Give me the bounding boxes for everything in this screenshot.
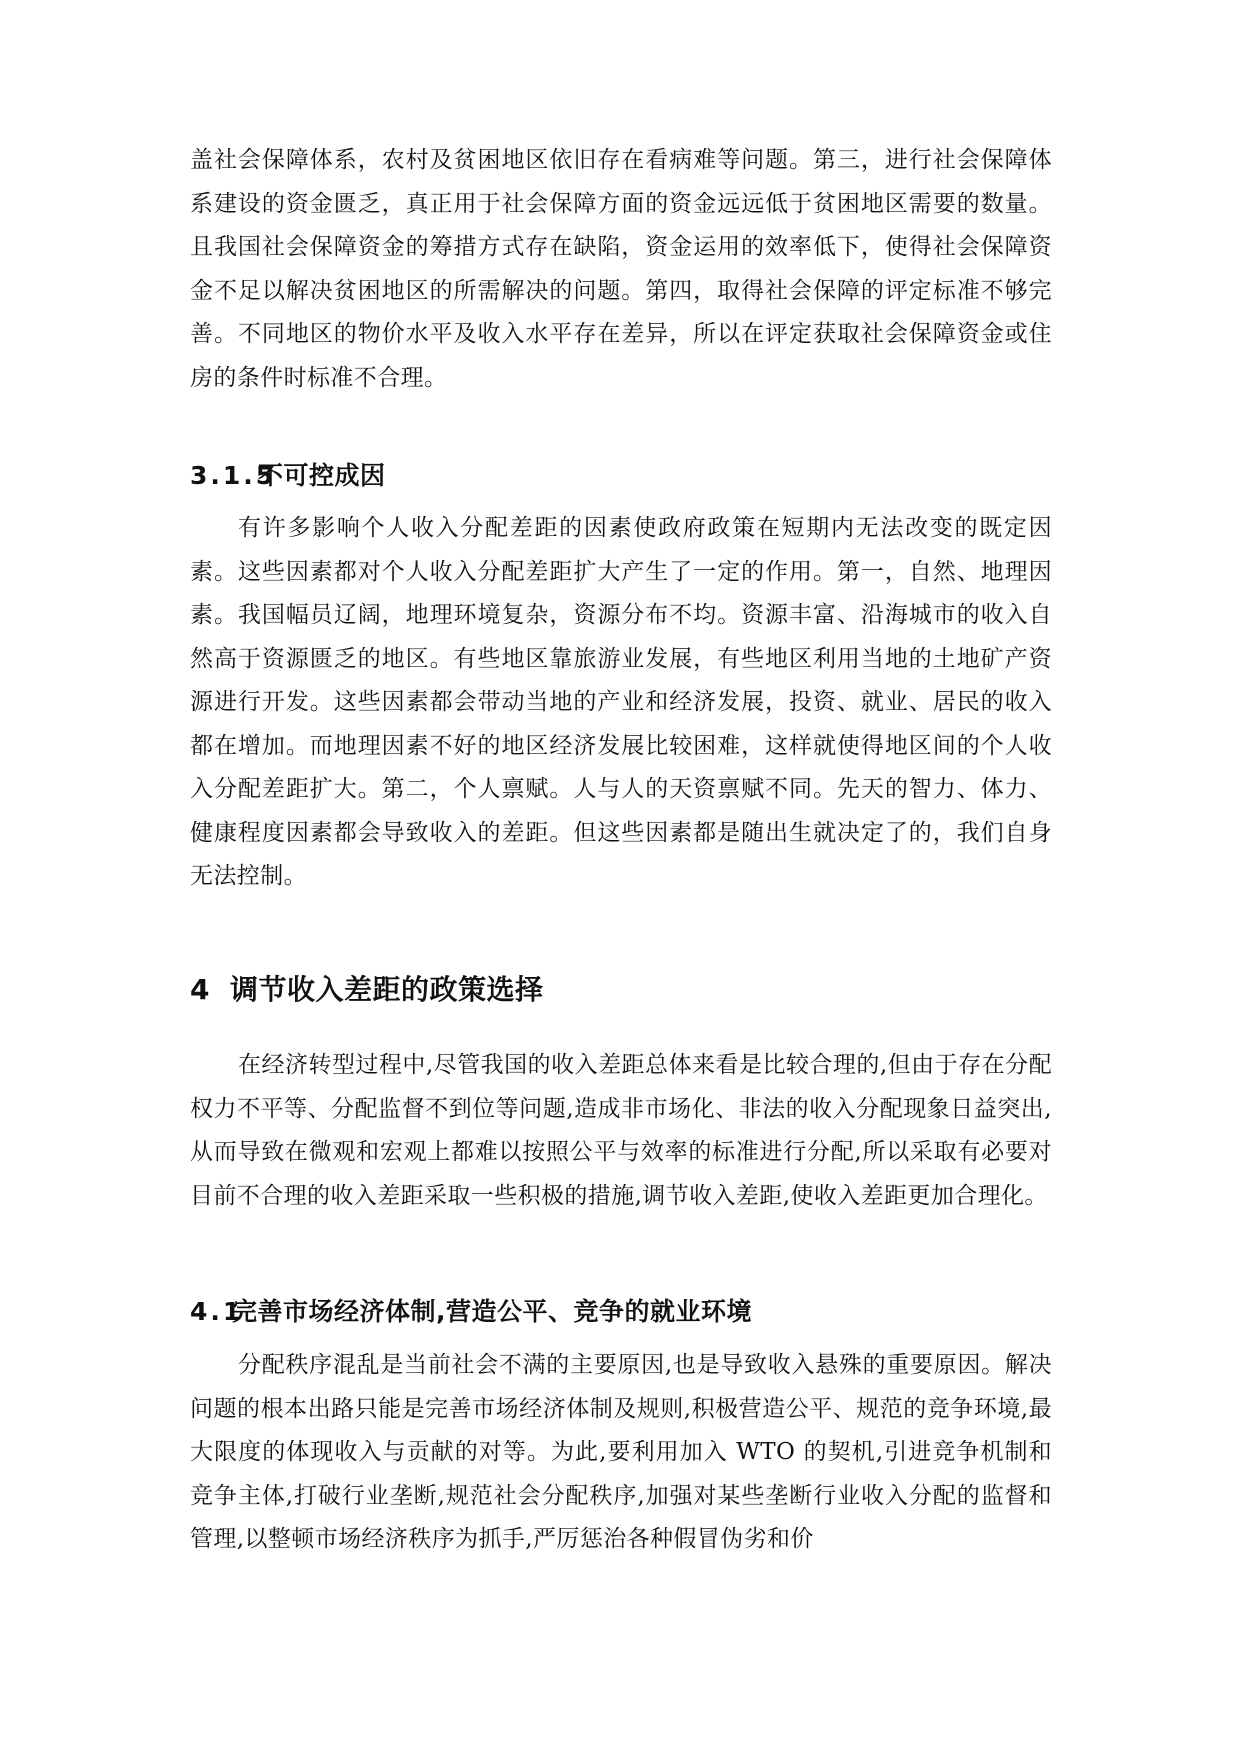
paragraph-text: 有许多影响个人收入分配差距的因素使政府政策在短期内无法改变的既定因素。这些因素都对个人收入分配差距扩大产生了一定的作用。第一，自然、地理因素。我国幅员辽阔，地理环境复杂，资源分布不均。资源丰富、沿海城市的收入自然高于资源匮乏的地区。有些地区靠旅游业发展，有些地区利用当地的土地矿产资源进行开发。这些因素都会带动当地的产业和经济发展，投资、就业、居民的收入都在增加。而地理因素不好的地区经济发展比较困难，这样就使得地区间的个人收入分配差距扩大。第二，个人禀赋。人与人的天资禀赋不同。先天的智力、体力、健康程度因素都会导致收入的差距。但这些因素都是随出生就决定了的，我们自身无法控制。 <box>190 515 1052 889</box>
chapter-number: 4 <box>190 973 210 1006</box>
section-number: 4.1 <box>190 1297 244 1326</box>
section-number: 3.1.5 <box>190 461 277 490</box>
section-title: 完善市场经济体制,营造公平、竞争的就业环境 <box>232 1297 752 1326</box>
paragraph-social-security <box>190 139 1052 400</box>
paragraph-policy-intro <box>190 1044 1052 1218</box>
chapter-title: 调节收入差距的政策选择 <box>230 973 544 1006</box>
section-heading-3-1-5 <box>190 458 1052 494</box>
paragraph-text: 在经济转型过程中,尽管我国的收入差距总体来看是比较合理的,但由于存在分配权力不平等、分配监督不到位等问题,造成非市场化、非法的收入分配现象日益突出,从而导致在微观和宏观上都难以按照公平与效率的标准进行分配,所以采取有必要对目前不合理的收入差距采取一些积极的措施,调节收入差距,使收入差距更加合理化。 <box>190 1052 1052 1209</box>
chapter-heading-4 <box>190 970 1052 1010</box>
section-title: 不可控成因 <box>258 461 386 490</box>
paragraph-text: 盖社会保障体系，农村及贫困地区依旧存在看病难等问题。第三，进行社会保障体系建设的资金匮乏，真正用于社会保障方面的资金远远低于贫困地区需要的数量。且我国社会保障资金的筹措方式存在缺陷，资金运用的效率低下，使得社会保障资金不足以解决贫困地区的所需解决的问题。第四，取得社会保障的评定标准不够完善。不同地区的物价水平及收入水平存在差异，所以在评定获取社会保障资金或住房的条件时标准不合理。 <box>190 147 1052 391</box>
paragraph-text: 分配秩序混乱是当前社会不满的主要原因,也是导致收入悬殊的重要原因。解决问题的根本出路只能是完善市场经济体制及规则,积极营造公平、规范的竞争环境,最大限度的体现收入与贡献的对等。为此,要利用加入 WTO 的契机,引进竞争机制和竞争主体,打破行业垄断,规范社会分配秩序,加强对某些垄断行业收入分配的监督和管理,以整顿市场经济秩序为抓手,严厉惩治各种假冒伪劣和价 <box>190 1352 1052 1552</box>
paragraph-uncontrollable-causes <box>190 507 1052 899</box>
paragraph-market-economy <box>190 1344 1052 1562</box>
section-heading-4-1 <box>190 1294 1052 1330</box>
